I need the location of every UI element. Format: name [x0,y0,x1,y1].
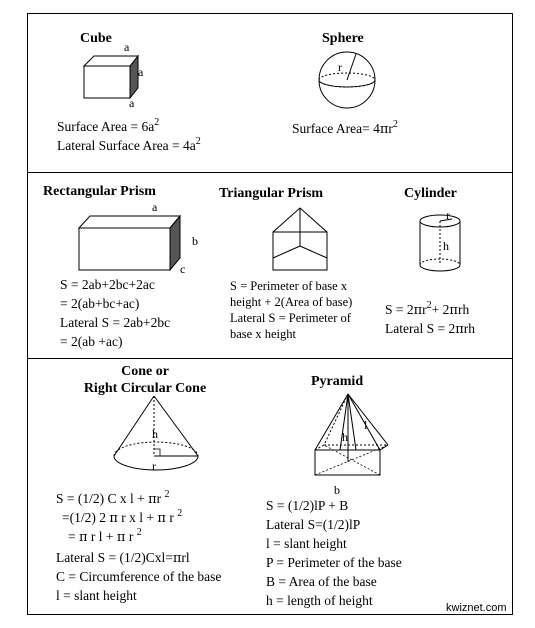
cube-lateral-area: Lateral Surface Area = $4a^2$ [57,136,201,153]
cube-title: Cube [80,31,112,46]
cube-figure [80,52,140,102]
section-divider-1 [27,172,513,173]
sphere-figure [312,52,382,112]
cone-lateral-area: Lateral S = (1/2)Cxl=πrl [56,550,190,566]
cone-line2: =(1/2) 2 π r x l + π r $^2$ [62,508,183,526]
cylinder-label-h: h [443,239,449,253]
footer-credit: kwiznet.com [446,602,507,614]
pyramid-label-b: b [334,483,340,497]
rect-prism-label-c: c [180,262,186,276]
cone-circumference-note: C = Circumference of the base [56,569,222,584]
section-divider-2 [27,358,513,359]
rect-prism-label-b: b [192,234,198,248]
cylinder-surface-area: $S = 2\pi r^2+ 2\pi rh$ [385,300,470,318]
tri-prism-title: Triangular Prism [219,186,324,201]
pyramid-title: Pyramid [311,374,364,389]
sphere-radius-label: r [338,60,342,74]
pyramid-line6: h = length of height [266,593,373,608]
cone-label-h: h [152,427,158,441]
tri-prism-line1: S = Perimeter of base x [230,279,348,293]
pyramid-label-l: l [364,418,368,432]
pyramid-line2: Lateral S=(1/2)lP [266,517,361,532]
pyramid-line1: S = (1/2)lP + B [266,498,349,513]
cone-figure [112,394,204,486]
cube-label-side: a [138,65,144,79]
pyramid-line5: B = Area of the base [266,574,377,589]
cube-surface-area: Surface Area = $6a^2$ [57,117,160,134]
cone-line3: = π r l + π r $^2$ [68,527,142,545]
tri-prism-line4: base x height [230,327,296,341]
rect-prism-line3: Lateral S = 2ab+2bc [60,315,171,330]
cone-line1: S = (1/2) C x l + πr $^2$ [56,489,170,507]
cylinder-lateral-area: Lateral S = 2πrh [385,321,476,337]
rect-prism-line1: S = 2ab+2bc+2ac [60,277,155,292]
cube-label-bottom: a [129,96,135,110]
sphere-surface-area: Surface Area= $4\pi r^2$ [292,119,398,137]
rect-prism-figure [76,212,186,274]
pyramid-figure [312,392,392,482]
tri-prism-line2: height + 2(Area of base) [230,295,353,309]
cone-title-line1: Cone or [121,364,169,379]
cone-label-r: r [152,459,156,473]
rect-prism-label-a: a [152,200,158,214]
cone-title-line2: Right Circular Cone [83,381,207,396]
pyramid-line3: l = slant height [266,536,347,551]
cylinder-title: Cylinder [404,186,457,201]
tri-prism-figure [270,206,332,272]
cone-slant-note: l = slant height [56,588,137,603]
rect-prism-title: Rectangular Prism [43,184,156,199]
tri-prism-line3: Lateral S = Perimeter of [230,311,351,325]
cylinder-figure [418,212,464,276]
rect-prism-line2: = 2(ab+bc+ac) [60,296,140,311]
sphere-title: Sphere [322,31,364,46]
rect-prism-line4: = 2(ab +ac) [60,334,123,349]
cylinder-label-r: r [446,208,450,222]
pyramid-line4: P = Perimeter of the base [266,555,402,570]
pyramid-label-h: h [342,430,348,444]
cube-label-top: a [124,40,130,54]
